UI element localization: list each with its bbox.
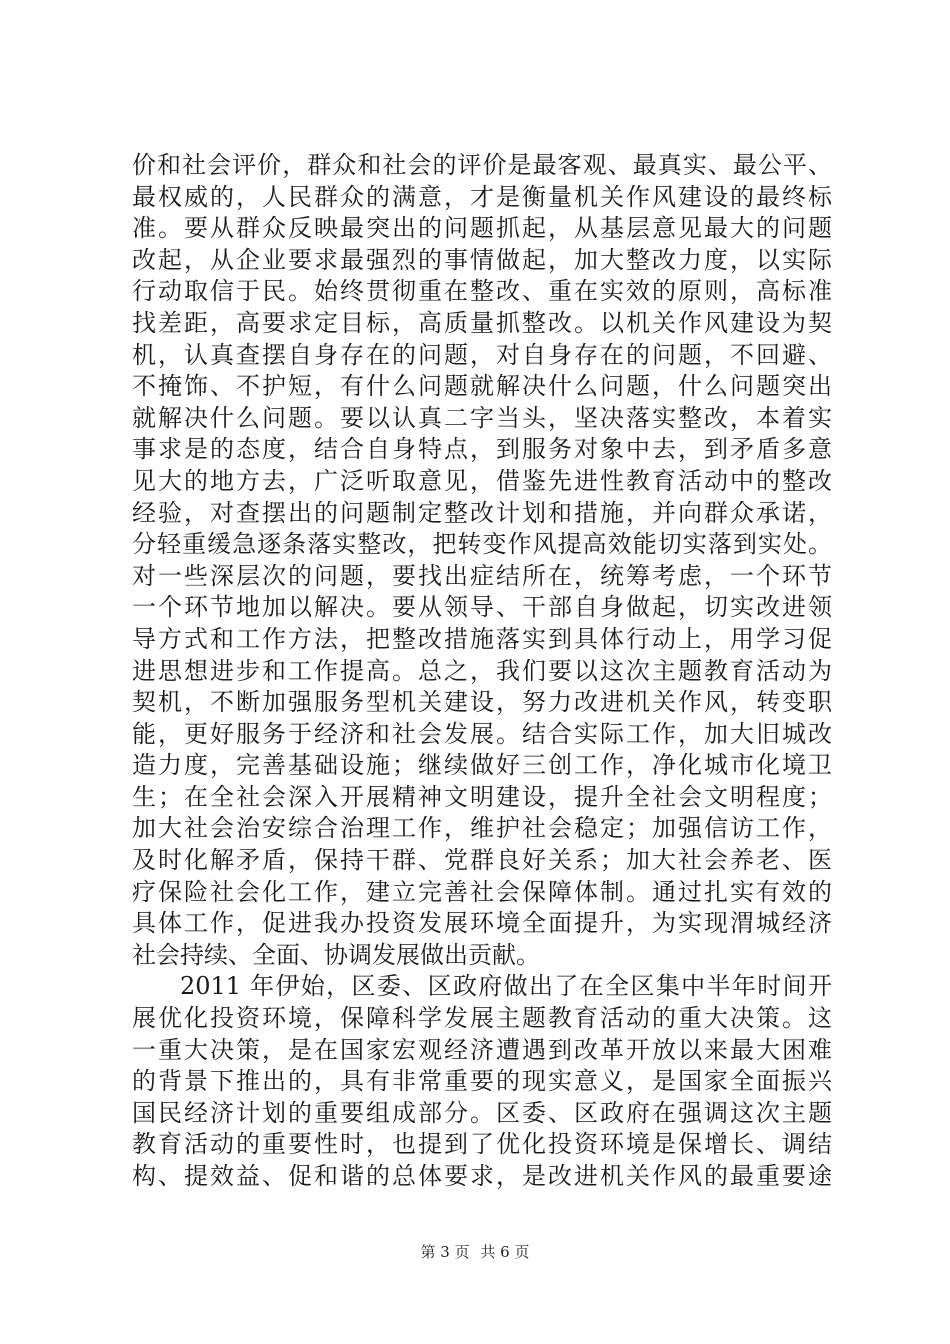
text-line: 价和社会评价，群众和社会的评价是最客观、最真实、最公平、	[132, 151, 832, 179]
text-line: 找差距，高要求定目标，高质量抓整改。以机关作风建设为契	[132, 308, 832, 337]
text-line: 经验，对查摆出的问题制定整改计划和措施，并向群众承诺，	[132, 498, 832, 527]
text-line: 具体工作，促进我办投资发展环境全面提升，为实现渭城经济	[132, 909, 832, 938]
text-line: 展优化投资环境，保障科学发展主题教育活动的重大决策。这	[132, 1004, 832, 1033]
text-line: 契机，不断加强服务型机关建设，努力改进机关作风，转变职	[132, 688, 832, 717]
text-line: 的背景下推出的，具有非常重要的现实意义，是国家全面振兴	[132, 1067, 832, 1096]
text-line: 最权威的，人民群众的满意，才是衡量机关作风建设的最终标	[132, 182, 832, 211]
text-line: 一个环节地加以解决。要从领导、干部自身做起，切实改进领	[132, 593, 832, 622]
paragraph-end-line: 社会持续、全面、协调发展做出贡献。	[132, 940, 540, 969]
text-line: 一重大决策，是在国家宏观经济遭遇到改革开放以来最大困难	[132, 1035, 832, 1064]
text-line: 生；在全社会深入开展精神文明建设，提升全社会文明程度；	[132, 782, 832, 811]
text-line: 造力度，完善基础设施；继续做好三创工作，净化城市化境卫	[132, 751, 832, 780]
page-number: 第 3 页	[420, 1243, 470, 1261]
text-line: 国民经济计划的重要组成部分。区委、区政府在强调这次主题	[132, 1098, 832, 1127]
text-line: 导方式和工作方法，把整改措施落实到具体行动上，用学习促	[132, 624, 832, 653]
text-line: 改起，从企业要求最强烈的事情做起，加大整改力度，以实际	[132, 245, 832, 274]
page-total: 共 6 页	[480, 1243, 530, 1261]
text-line: 教育活动的重要性时，也提到了优化投资环境是保增长、调结	[132, 1130, 832, 1159]
text-line: 能，更好服务于经济和社会发展。结合实际工作，加大旧城改	[132, 719, 832, 748]
paragraph-start-line: 2011 年伊始，区委、区政府做出了在全区集中半年时间开	[180, 972, 832, 1001]
text-line: 机，认真查摆自身存在的问题，对自身存在的问题，不回避、	[132, 340, 832, 369]
text-line: 构、提效益、促和谐的总体要求，是改进机关作风的最重要途	[132, 1162, 832, 1190]
text-line: 疗保险社会化工作，建立完善社会保障体制。通过扎实有效的	[132, 877, 832, 906]
text-line: 事求是的态度，结合自身特点，到服务对象中去，到矛盾多意	[132, 435, 832, 464]
text-line: 加大社会治安综合治理工作，维护社会稳定；加强信访工作，	[132, 814, 832, 843]
text-line: 对一些深层次的问题，要找出症结所在，统筹考虑，一个环节	[132, 561, 832, 590]
text-line: 就解决什么问题。要以认真二字当头，坚决落实整改，本着实	[132, 403, 832, 432]
text-line: 准。要从群众反映最突出的问题抓起，从基层意见最大的问题	[132, 214, 832, 243]
text-line: 进思想进步和工作提高。总之，我们要以这次主题教育活动为	[132, 656, 832, 685]
page-footer	[0, 1242, 950, 1262]
text-line: 见大的地方去，广泛听取意见，借鉴先进性教育活动中的整改	[132, 466, 832, 495]
text-line: 行动取信于民。始终贯彻重在整改、重在实效的原则，高标准	[132, 277, 832, 306]
text-line: 分轻重缓急逐条落实整改，把转变作风提高效能切实落到实处。	[132, 530, 832, 559]
document-body	[132, 150, 832, 1193]
text-line: 不掩饰、不护短，有什么问题就解决什么问题，什么问题突出	[132, 372, 832, 401]
text-line: 及时化解矛盾，保持干群、党群良好关系；加大社会养老、医	[132, 846, 832, 875]
